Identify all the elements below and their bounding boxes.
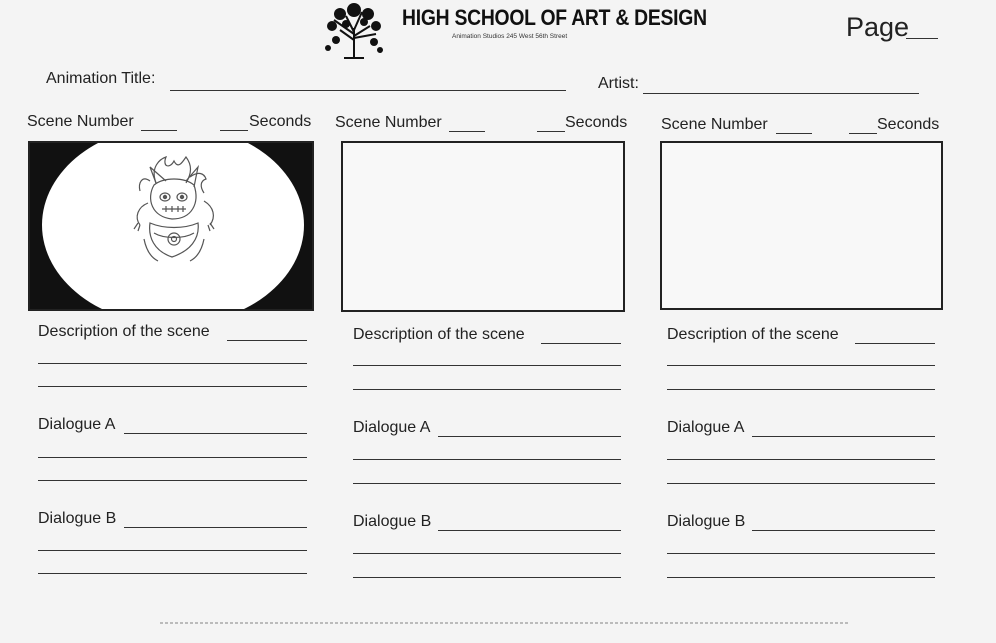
footer-fine-print bbox=[160, 622, 850, 624]
school-name: HIGH SCHOOL OF ART & DESIGN bbox=[402, 5, 707, 30]
animation-title-label: Animation Title: bbox=[46, 70, 156, 87]
seconds-field[interactable] bbox=[220, 130, 248, 131]
dialogue-b-field[interactable] bbox=[438, 530, 621, 531]
description-field[interactable] bbox=[855, 343, 935, 344]
dialogue-b-line[interactable] bbox=[38, 573, 307, 574]
artist-field[interactable] bbox=[643, 93, 919, 94]
dialogue-b-field[interactable] bbox=[124, 527, 307, 528]
dialogue-a-field[interactable] bbox=[124, 433, 307, 434]
dialogue-b-line[interactable] bbox=[667, 553, 935, 554]
scene-number-label: Scene Number bbox=[661, 116, 768, 133]
page-number-line[interactable] bbox=[906, 38, 938, 39]
dialogue-a-line[interactable] bbox=[353, 483, 621, 484]
description-field[interactable] bbox=[541, 343, 621, 344]
description-label: Description of the scene bbox=[38, 323, 210, 340]
description-line[interactable] bbox=[353, 389, 621, 390]
dialogue-b-field[interactable] bbox=[752, 530, 935, 531]
description-label: Description of the scene bbox=[667, 326, 839, 343]
dialogue-b-line[interactable] bbox=[353, 577, 621, 578]
seconds-label: Seconds bbox=[565, 114, 628, 131]
demon-cat-sketch-icon bbox=[120, 153, 230, 268]
dialogue-a-line[interactable] bbox=[38, 457, 307, 458]
dialogue-a-line[interactable] bbox=[38, 480, 307, 481]
dialogue-b-label: Dialogue B bbox=[667, 513, 746, 530]
scene-number-field[interactable] bbox=[776, 133, 812, 134]
scene-number-label: Scene Number bbox=[335, 114, 442, 131]
description-line[interactable] bbox=[667, 365, 935, 366]
scene-number-label: Scene Number bbox=[27, 113, 134, 130]
storyboard-frame[interactable] bbox=[28, 141, 314, 311]
dialogue-a-line[interactable] bbox=[353, 459, 621, 460]
storyboard-frame[interactable] bbox=[341, 141, 625, 312]
seconds-label: Seconds bbox=[877, 116, 940, 133]
dialogue-b-line[interactable] bbox=[353, 553, 621, 554]
dialogue-b-line[interactable] bbox=[667, 577, 935, 578]
school-address: Animation Studios 245 West 56th Street bbox=[452, 33, 568, 40]
seconds-field[interactable] bbox=[537, 131, 565, 132]
scene-number-field[interactable] bbox=[141, 130, 177, 131]
tree-logo-icon bbox=[318, 0, 390, 60]
dialogue-a-line[interactable] bbox=[667, 459, 935, 460]
seconds-field[interactable] bbox=[849, 133, 877, 134]
description-line[interactable] bbox=[667, 389, 935, 390]
dialogue-b-label: Dialogue B bbox=[38, 510, 117, 527]
dialogue-a-line[interactable] bbox=[667, 483, 935, 484]
storyboard-frame[interactable] bbox=[660, 141, 943, 310]
dialogue-a-field[interactable] bbox=[752, 436, 935, 437]
dialogue-b-line[interactable] bbox=[38, 550, 307, 551]
dialogue-a-label: Dialogue A bbox=[667, 419, 745, 436]
description-line[interactable] bbox=[38, 363, 307, 364]
description-line[interactable] bbox=[353, 365, 621, 366]
scene-number-field[interactable] bbox=[449, 131, 485, 132]
page-label: Page bbox=[846, 12, 910, 42]
dialogue-b-label: Dialogue B bbox=[353, 513, 432, 530]
dialogue-a-label: Dialogue A bbox=[353, 419, 431, 436]
description-line[interactable] bbox=[38, 386, 307, 387]
dialogue-a-label: Dialogue A bbox=[38, 416, 116, 433]
seconds-label: Seconds bbox=[249, 113, 312, 130]
animation-title-field[interactable] bbox=[170, 90, 566, 91]
dialogue-a-field[interactable] bbox=[438, 436, 621, 437]
artist-label: Artist: bbox=[598, 75, 639, 92]
description-field[interactable] bbox=[227, 340, 307, 341]
description-label: Description of the scene bbox=[353, 326, 525, 343]
